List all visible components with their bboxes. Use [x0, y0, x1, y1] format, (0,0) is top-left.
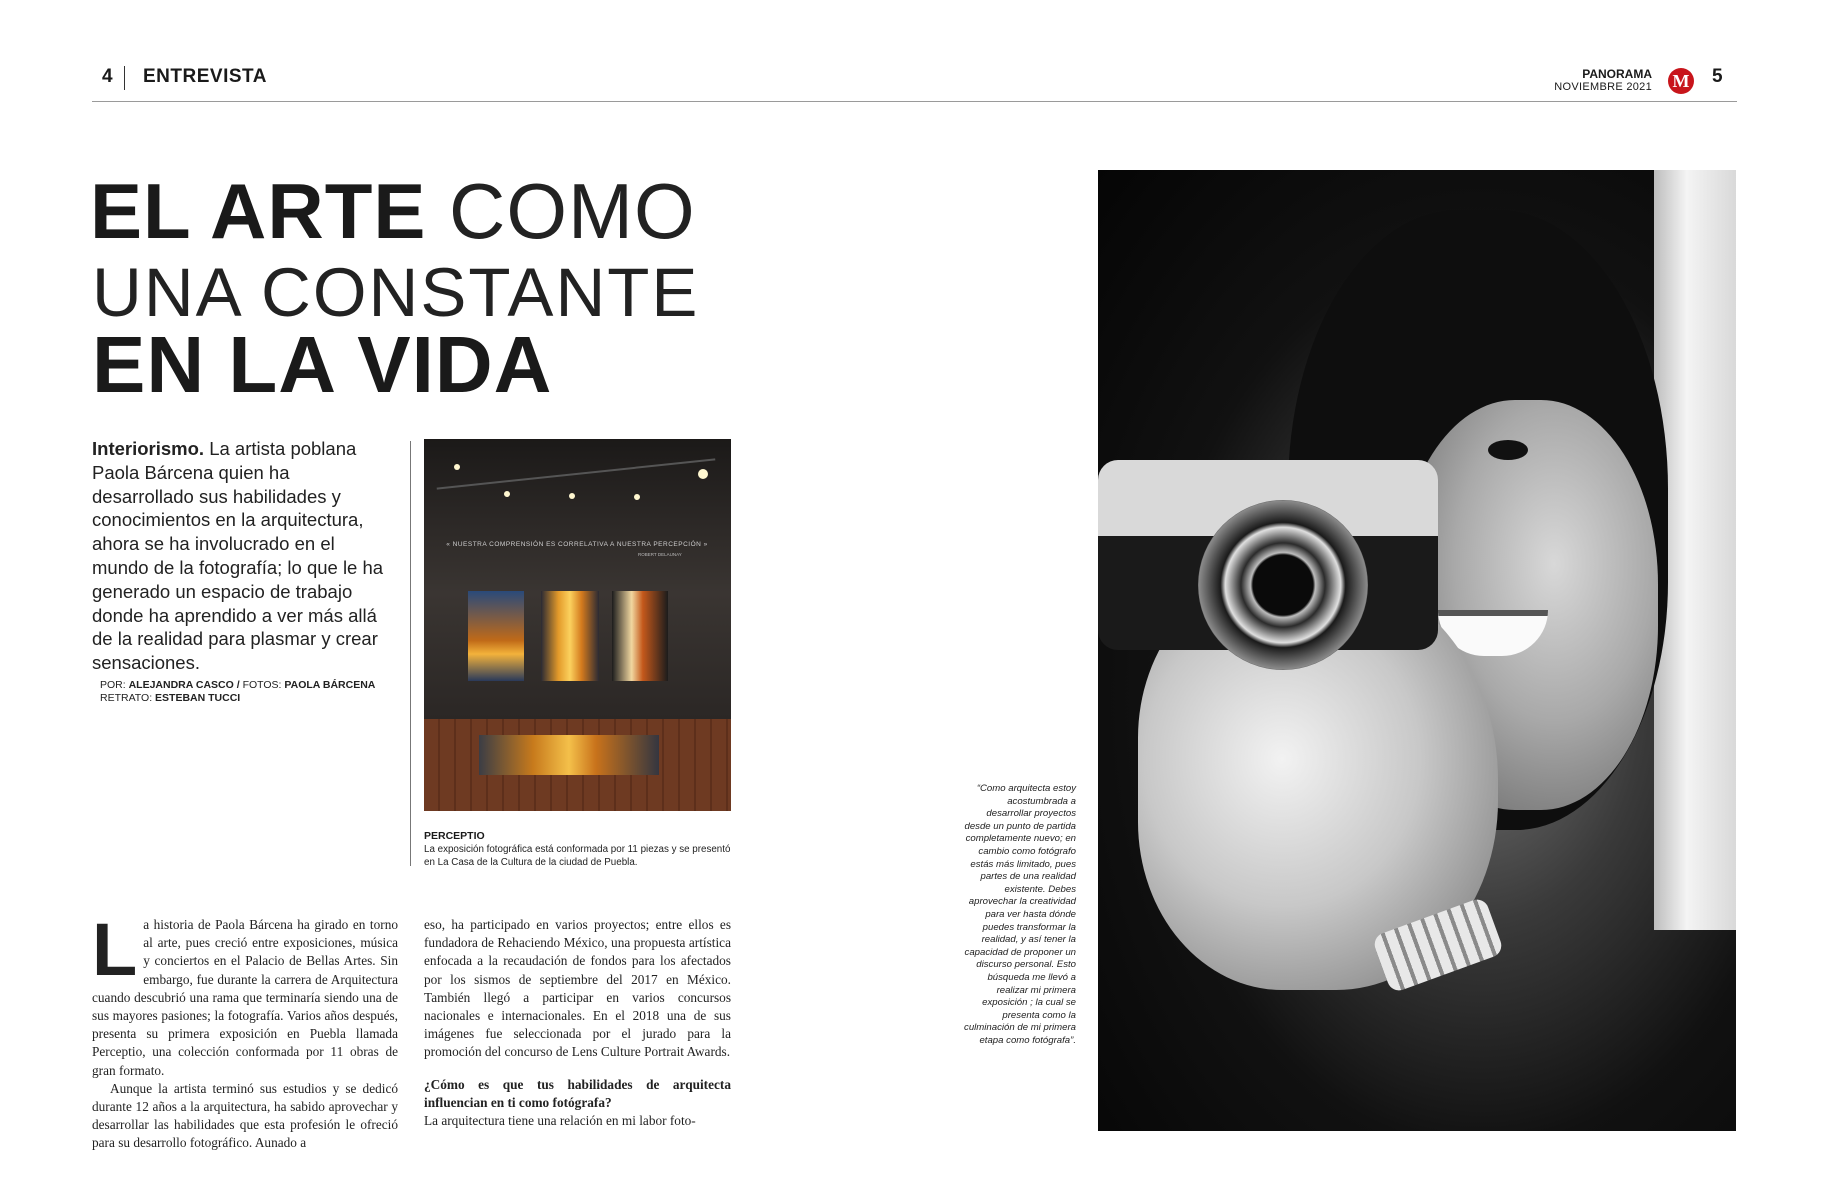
spotlight — [454, 464, 460, 470]
drop-cap: L — [92, 908, 138, 991]
section-label: ENTREVISTA — [143, 66, 267, 87]
intro-lead: Interiorismo. — [92, 438, 205, 459]
caption-body: La exposición fotográfica está conformada por 11 piezas y se presentó en La Casa de la Cultura de la ciudad de Puebla. — [424, 844, 731, 868]
wall-quote-author: ROBERT DELAUNAY — [638, 552, 682, 557]
page-number-right: 5 — [1712, 66, 1723, 87]
headline-light: COMO — [449, 167, 696, 255]
wall-quote: « NUESTRA COMPRENSIÓN ES CORRELATIVA A NUESTRA PERCEPCIÓN » — [446, 541, 708, 548]
interview-question: ¿Cómo es que tus habilidades de arquitecta influencian en ti como fotógrafa? — [424, 1076, 731, 1110]
body-column-1 — [92, 908, 398, 1153]
issue-date: NOVIEMBRE 2021 — [1554, 81, 1652, 93]
pull-quote: “Como arquitecta estoy acostumbrada a desarrollar proyectos desde un punto de partida completamente nuevo; en cambio como fotógrafo estás más limitado, pues partes de una realidad existente. Debes aprovechar la creatividad para ver hasta dónde puedes transformar la realidad, y así tener la capacidad de proponer un discurso personal. Esto búsqueda me llevó a realizar mi primera exposición ; la cual se presenta como la culminación de mi primera etapa como fotógrafa”. — [964, 783, 1076, 1046]
photo-rule — [410, 441, 411, 866]
publication-name: PANORAMA — [1582, 67, 1652, 81]
body-paragraph-3: eso, ha participado en varios proyectos; entre ellos es fundadora de Rehaciendo México, una propuesta artística enfocada a la recaudación de fondos para los afectados por los sismos de septiembre del 2017 en México. También llegó a participar en varios concursos nacionales e internacionales. En el 2018 una de sus imágenes fue seleccionada por el jurado para la promoción del concurso de Lens Culture Portrait Awards. — [424, 917, 731, 1060]
credit-por-label: POR: — [100, 679, 126, 691]
spotlight — [698, 469, 708, 479]
publication-logo: M — [1668, 68, 1694, 94]
display-table — [479, 735, 659, 775]
headline-line-2: UNA CONSTANTE — [92, 254, 700, 331]
header-rule — [92, 101, 1737, 102]
credit-por-name: ALEJANDRA CASCO / — [128, 679, 240, 691]
credit-fotos-name: PAOLA BÁRCENA — [284, 679, 376, 691]
header-divider — [124, 66, 125, 90]
intro-text: La artista poblana Paola Bárcena quien ha desarrollado sus habilidades y conocimientos en la arquitectura, ahora se ha involucrado en el mundo de la fotografía; lo que le ha generado un espacio de trabajo donde ha aprendido a ver más allá de la realidad para plasmar y crear sensaciones. — [92, 438, 384, 674]
spotlight — [634, 494, 640, 500]
spotlight — [569, 493, 575, 499]
headline-line-3: EN LA VIDA — [92, 320, 553, 409]
headline-line-1 — [90, 168, 696, 254]
credit-retrato-name: ESTEBAN TUCCI — [155, 692, 241, 704]
body-paragraph-1: a historia de Paola Bárcena ha girado en torno al arte, pues creció entre exposiciones, música y conciertos en el Palacio de Bellas Artes. Sin embargo, fue durante la carrera de Arquitectura cuando descubrió una rama que terminaría siendo una de sus mayores pasiones; la fotografía. Varios años después, presenta su primera exposición en Puebla llamada Perceptio, una colección conformada por 11 obras de gran formato. — [92, 917, 398, 1078]
portrait-photo — [1098, 170, 1736, 1131]
body-paragraph-2: Aunque la artista terminó sus estudios y se dedicó durante 12 años a la arquitectura, ha sabido aprovechar y desarrollar las habilidades que esta profesión le ofreció para su desarrollo fotográfico. Aunado a — [92, 1080, 398, 1151]
intro-paragraph — [92, 437, 387, 675]
artwork-2 — [541, 591, 599, 681]
spotlight — [504, 491, 510, 497]
credit-retrato-label: RETRATO: — [100, 692, 153, 704]
credits — [100, 679, 375, 705]
headline-bold: EL ARTE — [90, 167, 427, 255]
caption-title: PERCEPTIO — [424, 830, 485, 842]
artwork-3 — [612, 591, 668, 681]
gallery-photo — [424, 439, 731, 811]
page-number-left: 4 — [102, 66, 113, 87]
artwork-1 — [468, 591, 524, 681]
interview-answer: La arquitectura tiene una relación en mi labor foto- — [424, 1113, 696, 1129]
eye — [1488, 440, 1528, 460]
camera-lens — [1198, 500, 1368, 670]
credit-fotos-label: FOTOS: — [242, 679, 282, 691]
body-column-2 — [424, 916, 731, 1130]
